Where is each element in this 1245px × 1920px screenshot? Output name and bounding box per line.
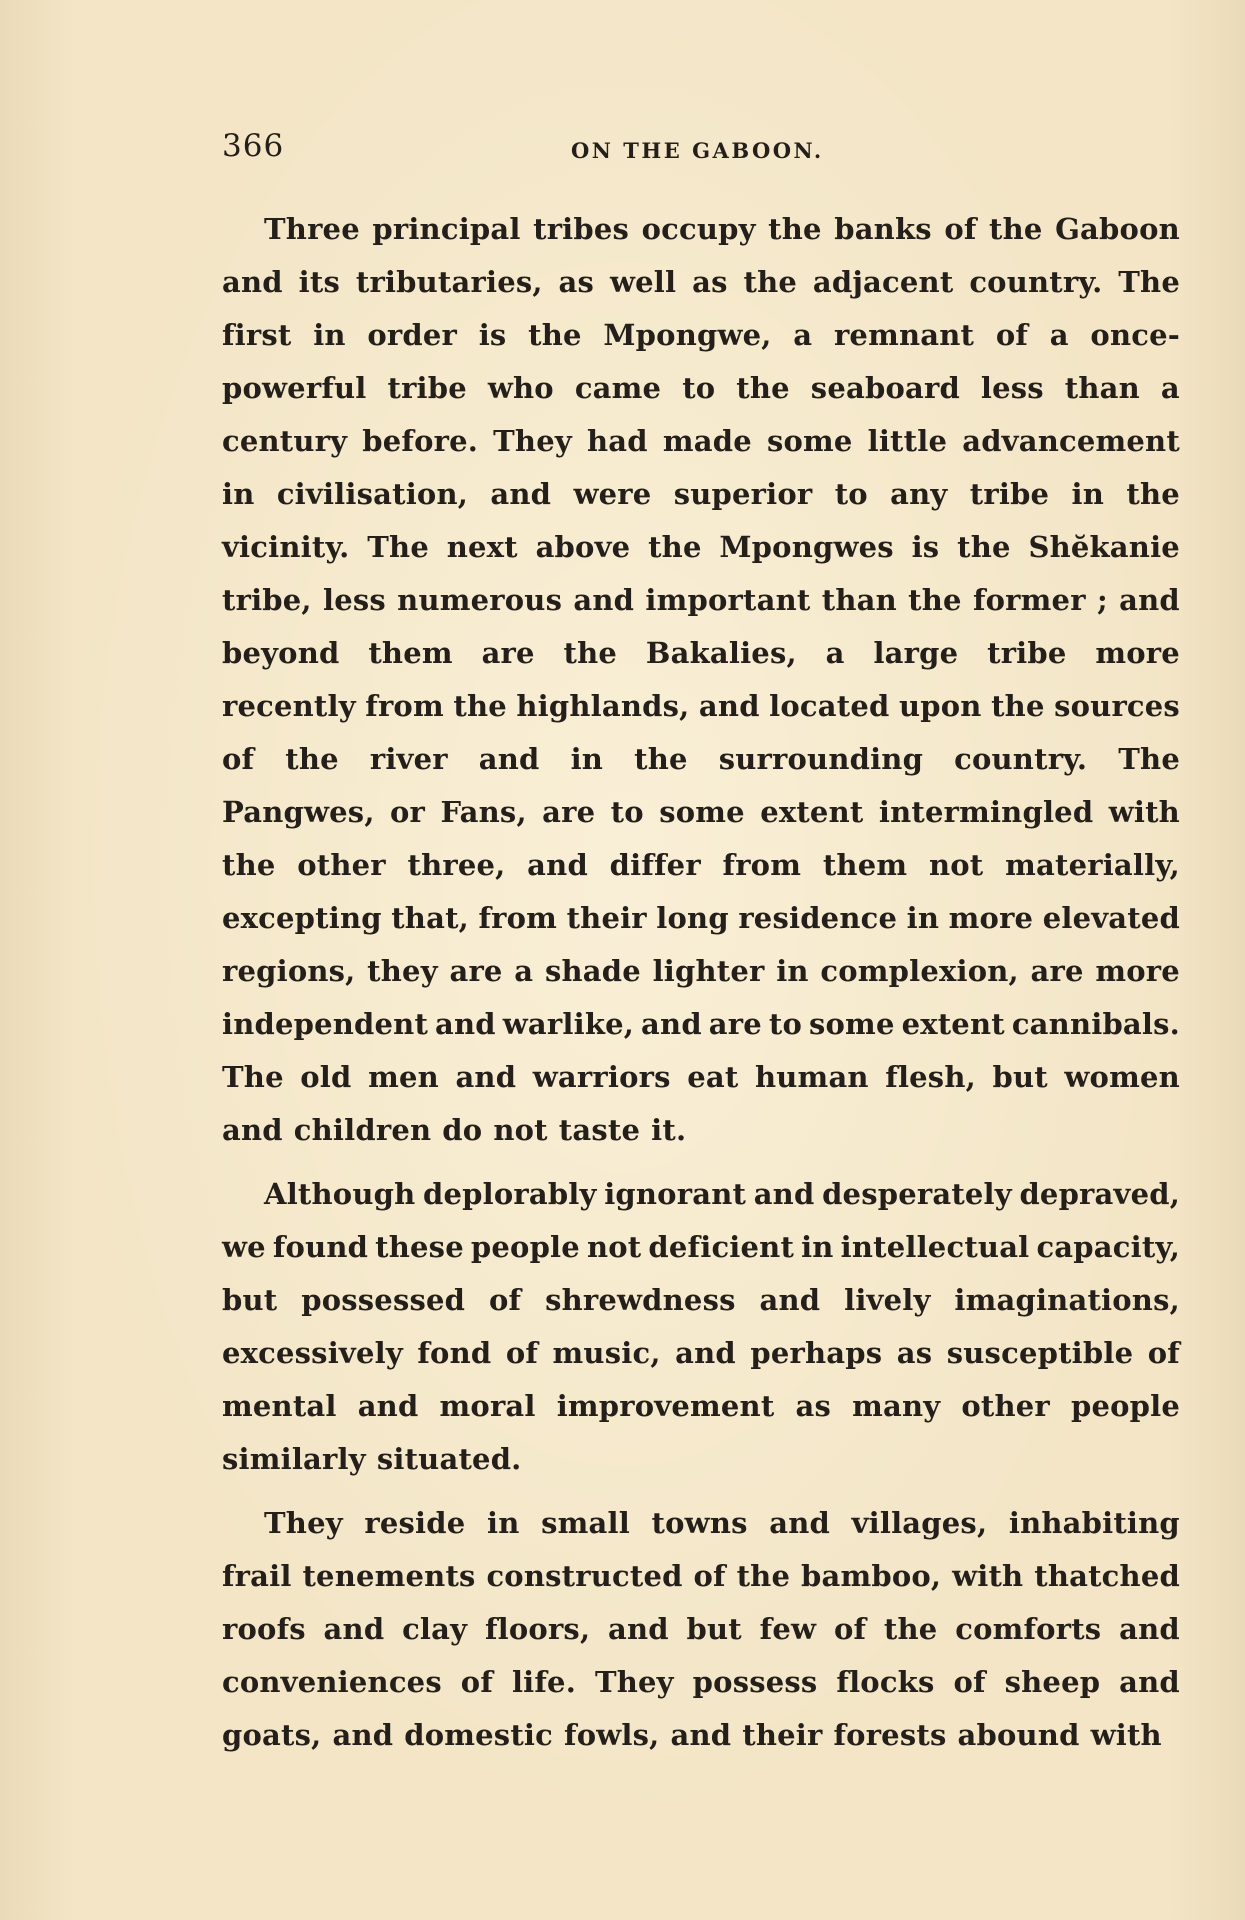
text-line: Three principal tribes occupy the banks of the Gaboon: [264, 212, 1180, 246]
text-line: regions, they are a shade lighter in complexion, are more: [222, 954, 1180, 988]
text-line: we found these people not deficient in intellectual capacity,: [222, 1230, 1180, 1264]
text-line: Pangwes, or Fans, are to some extent intermingled with: [222, 795, 1180, 829]
paragraph: [222, 1168, 1180, 1486]
running-head: ON THE GABOON.: [571, 138, 824, 163]
page-header: [222, 128, 1182, 168]
text-line: excessively fond of music, and perhaps as susceptible of: [222, 1336, 1180, 1370]
paragraph: [222, 1497, 1180, 1762]
text-line: vicinity. The next above the Mpongwes is the Shĕkanie: [222, 530, 1180, 564]
text-line: frail tenements constructed of the bamboo, with thatched: [222, 1559, 1180, 1593]
text-line: but possessed of shrewdness and lively imaginations,: [222, 1283, 1180, 1317]
text-line: conveniences of life. They possess flocks of sheep and: [222, 1665, 1180, 1699]
text-line: recently from the highlands, and located upon the sources: [222, 689, 1180, 723]
text-line: in civilisation, and were superior to any tribe in the: [222, 477, 1180, 511]
text-line: They reside in small towns and villages, inhabiting: [264, 1506, 1180, 1540]
text-line: the other three, and differ from them not materially,: [222, 848, 1180, 882]
text-line: excepting that, from their long residence in more elevated: [222, 901, 1180, 935]
paragraph: [222, 203, 1180, 1157]
text-line: Although deplorably ignorant and desperately depraved,: [264, 1177, 1180, 1211]
text-line: and children do not taste it.: [222, 1113, 687, 1147]
text-line: The old men and warriors eat human flesh, but women: [222, 1060, 1180, 1094]
body-text: [222, 203, 1180, 1773]
text-line: and its tributaries, as well as the adjacent country. The: [222, 265, 1180, 299]
text-line: roofs and clay floors, and but few of the comforts and: [222, 1612, 1180, 1646]
text-line: of the river and in the surrounding country. The: [222, 742, 1180, 776]
text-line: first in order is the Mpongwe, a remnant of a once-: [222, 318, 1180, 352]
text-line: goats, and domestic fowls, and their forests abound with: [222, 1718, 1162, 1752]
text-line: century before. They had made some little advancement: [222, 424, 1180, 458]
text-line: independent and warlike, and are to some extent cannibals.: [222, 1007, 1180, 1041]
page-number: 366: [222, 128, 285, 164]
text-line: beyond them are the Bakalies, a large tribe more: [222, 636, 1180, 670]
text-line: mental and moral improvement as many other people: [222, 1389, 1180, 1423]
text-line: powerful tribe who came to the seaboard less than a: [222, 371, 1180, 405]
text-line: tribe, less numerous and important than the former ; and: [222, 583, 1180, 617]
text-line: similarly situated.: [222, 1442, 522, 1476]
